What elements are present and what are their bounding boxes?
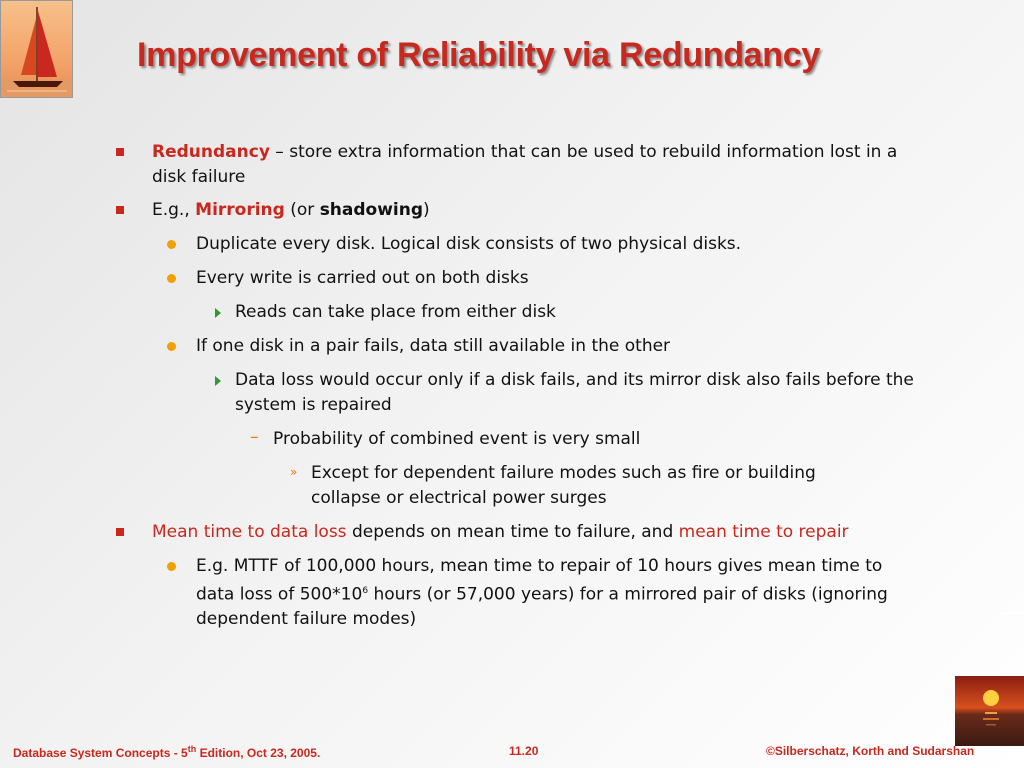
footer-copyright: ©Silberschatz, Korth and Sudarshan	[766, 744, 975, 758]
square-bullet-icon	[116, 148, 124, 156]
footer-page-number: 11.20	[509, 744, 539, 758]
example-text-cont: hours (or 57,000 years) for a mirrored pair of disks (ignoring dependent failure modes)	[196, 584, 888, 629]
bullet-mttf-example	[196, 554, 921, 631]
footer-sup: th	[187, 744, 197, 754]
end-text: )	[423, 200, 430, 220]
decorative-swoosh	[998, 612, 1024, 620]
double-arrow-bullet-icon: »	[290, 465, 298, 479]
term-mean-time-to-repair: mean time to repair	[678, 522, 849, 542]
bullet-every-write: Every write is carried out on both disks	[196, 268, 529, 288]
triangle-bullet-icon	[215, 376, 221, 386]
bullet-redundancy	[152, 140, 922, 189]
bullet-reads: Reads can take place from either disk	[235, 302, 556, 322]
term-shadowing: shadowing	[319, 200, 424, 220]
circle-bullet-icon	[167, 274, 176, 283]
bullet-one-disk-fails: If one disk in a pair fails, data still available in the other	[196, 336, 671, 356]
mid-text: (or	[284, 200, 320, 220]
sailboat-logo	[0, 0, 73, 98]
example-text: E.g. MTTF of 100,000 hours, mean time to repair of 10 hours gives mean time to data loss of 500*10	[196, 556, 883, 605]
triangle-bullet-icon	[215, 308, 221, 318]
bullet-mirroring	[152, 198, 922, 223]
circle-bullet-icon	[167, 240, 176, 249]
square-bullet-icon	[116, 206, 124, 214]
circle-bullet-icon	[167, 562, 176, 571]
term-redundancy: Redundancy	[152, 142, 270, 162]
bullet-dependent-failure: Except for dependent failure modes such as fire or building collapse or electrical power surges	[311, 463, 816, 508]
mid-text: depends on mean time to failure, and	[346, 522, 679, 542]
slide-title: Improvement of Reliability via Redundancy	[137, 36, 820, 74]
term-mirroring: Mirroring	[195, 200, 285, 220]
square-bullet-icon	[116, 528, 124, 536]
exponent: 6	[362, 585, 369, 596]
bullet-text: – store extra information that can be used to rebuild information lost in a disk failure	[152, 142, 898, 187]
bullet-duplicate-disk: Duplicate every disk. Logical disk consists of two physical disks.	[196, 234, 742, 254]
bullet-probability: Probability of combined event is very small	[273, 429, 641, 449]
footer-text-cont: Edition, Oct 23, 2005.	[196, 746, 321, 760]
footer-text: Database System Concepts - 5	[13, 746, 188, 760]
dash-bullet-icon: –	[250, 427, 259, 447]
circle-bullet-icon	[167, 342, 176, 351]
term-mean-time-to-data-loss: Mean time to data loss	[152, 522, 347, 542]
footer-book-title	[13, 744, 320, 760]
bullet-mean-time	[152, 520, 952, 545]
sunset-logo	[955, 676, 1024, 746]
prefix-text: E.g.,	[152, 200, 196, 220]
bullet-data-loss: Data loss would occur only if a disk fails, and its mirror disk also fails before the system is repaired	[235, 370, 914, 415]
